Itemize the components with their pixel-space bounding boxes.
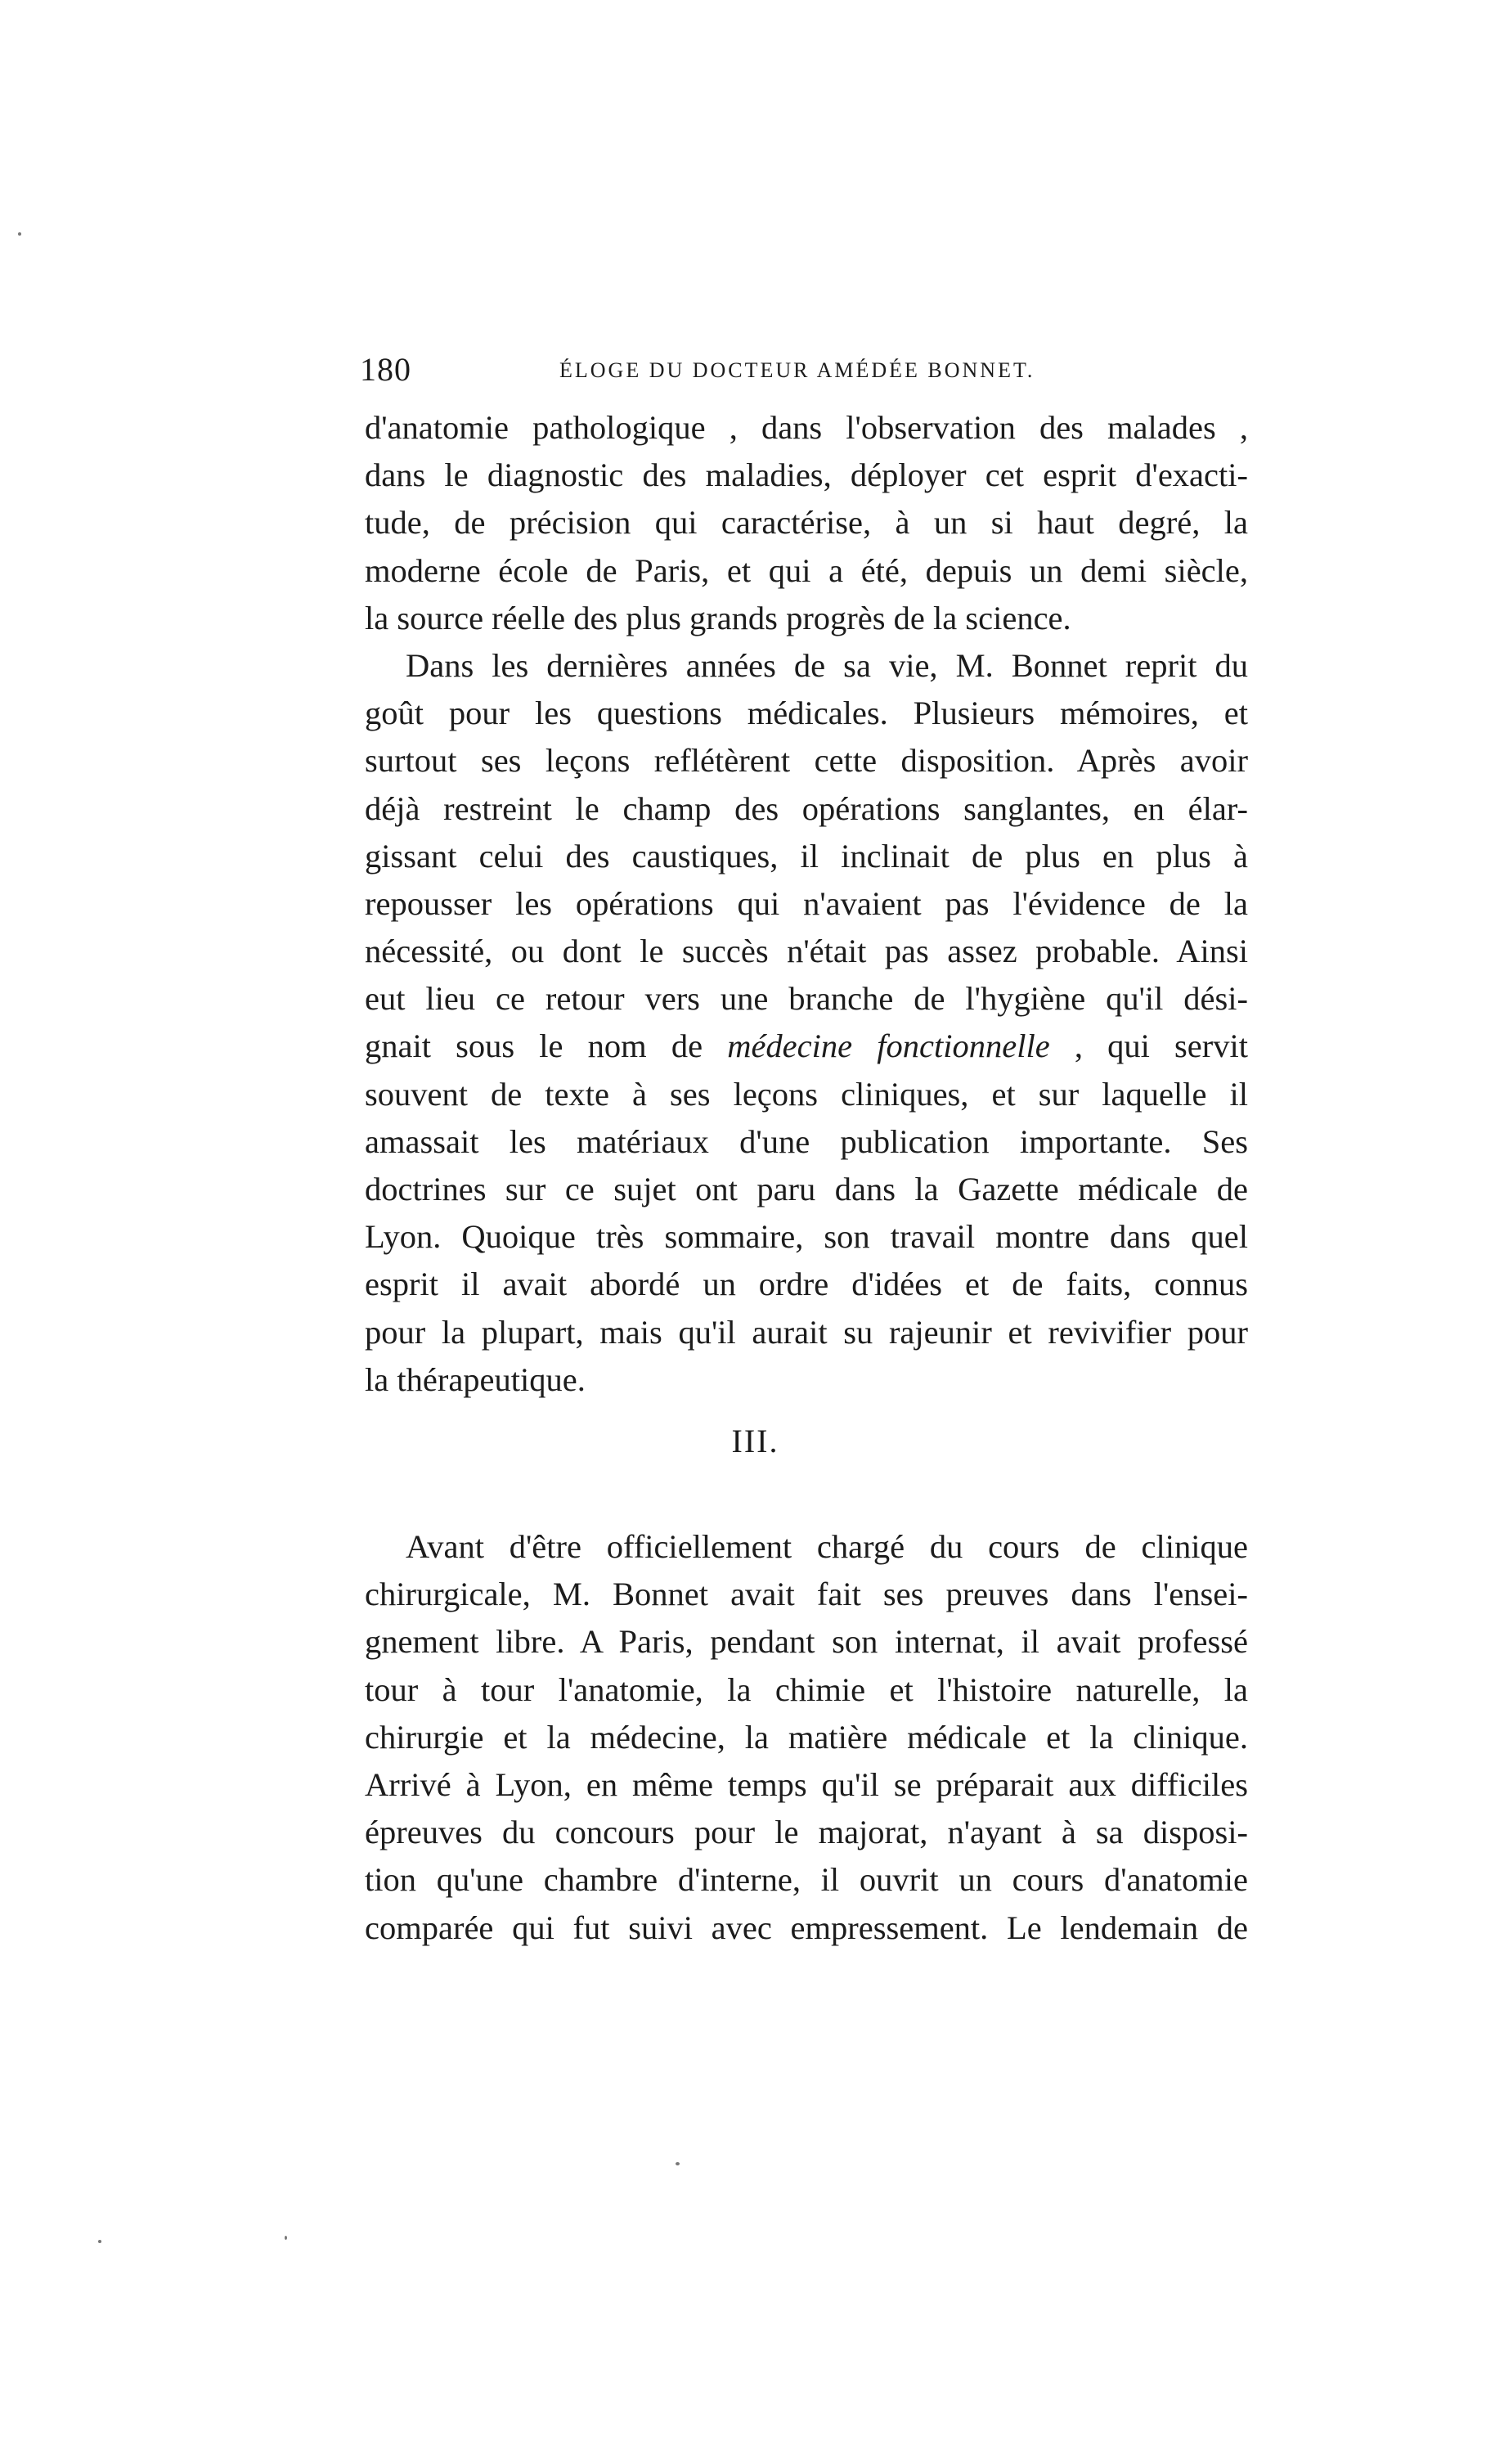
text-line: tude, de précision qui caractérise, à un si haut degré, la <box>365 504 1248 542</box>
text-line: Arrivé à Lyon, en même temps qu'il se préparait aux difficiles <box>365 1765 1248 1803</box>
text-line: eut lieu ce retour vers une branche de l'hygiène qu'il dési- <box>365 980 1248 1018</box>
text-line: souvent de texte à ses leçons cliniques, et sur laquelle il <box>365 1075 1248 1113</box>
text-line: tour à tour l'anatomie, la chimie et l'histoire naturelle, la <box>365 1670 1248 1708</box>
text-line: chirurgie et la médecine, la matière médicale et la clinique. <box>365 1718 1248 1756</box>
text-line: gnement libre. A Paris, pendant son internat, il avait professé <box>365 1623 1248 1661</box>
text-line: la source réelle des plus grands progrès de la science. <box>365 599 1071 636</box>
text-segment: gnait sous le nom de <box>365 1027 728 1065</box>
text-line: d'anatomie pathologique , dans l'observation des malades , <box>365 409 1248 446</box>
text-line: comparée qui fut suivi avec empressement. Le lendemain de <box>365 1909 1248 1946</box>
section-heading: III. <box>731 1423 779 1459</box>
text-line-with-italic <box>365 1023 1248 1070</box>
text-line: dans le diagnostic des maladies, déployer cet esprit d'exacti- <box>365 456 1248 494</box>
text-line: amassait les matériaux d'une publication importante. Ses <box>365 1122 1248 1160</box>
page-number: 180 <box>360 351 411 388</box>
running-head: ÉLOGE DU DOCTEUR AMÉDÉE BONNET. <box>559 358 1035 382</box>
paper-speck <box>98 2240 101 2243</box>
text-line: repousser les opérations qui n'avaient pas l'évidence de la <box>365 884 1248 922</box>
text-line: tion qu'une chambre d'interne, il ouvrit un cours d'anatomie <box>365 1861 1248 1899</box>
text-line: surtout ses leçons reflétèrent cette disposition. Après avoir <box>365 742 1248 780</box>
text-line: gissant celui des caustiques, il inclinait de plus en plus à <box>365 837 1248 875</box>
text-segment: , qui servit <box>1049 1027 1249 1065</box>
text-line: Dans les dernières années de sa vie, M. Bonnet reprit du <box>406 646 1248 684</box>
paragraph-block-2 <box>365 1523 1248 1952</box>
paper-speck <box>285 2236 287 2240</box>
text-line: pour la plupart, mais qu'il aurait su rajeunir et revivifier pour <box>365 1313 1248 1351</box>
text-line: nécessité, ou dont le succès n'était pas assez probable. Ainsi <box>365 933 1248 970</box>
text-line: la thérapeutique. <box>365 1360 586 1398</box>
paragraph-block-1 <box>365 404 1248 1404</box>
text-line: goût pour les questions médicales. Plusieurs mémoires, et <box>365 695 1248 732</box>
text-line: moderne école de Paris, et qui a été, depuis un demi siècle, <box>365 551 1248 589</box>
text-line: épreuves du concours pour le majorat, n'ayant à sa disposi- <box>365 1814 1248 1851</box>
text-line: Avant d'être officiellement chargé du cours de clinique <box>406 1528 1248 1565</box>
text-line: doctrines sur ce sujet ont paru dans la Gazette médicale de <box>365 1171 1248 1207</box>
paper-speck <box>18 232 21 236</box>
text-line: déjà restreint le champ des opérations sanglantes, en élar- <box>365 789 1248 827</box>
italic-term: médecine fonctionnelle <box>727 1027 1050 1065</box>
text-line: esprit il avait abordé un ordre d'idées et de faits, connus <box>365 1266 1248 1303</box>
page-header <box>360 350 1243 393</box>
text-line: Lyon. Quoique très sommaire, son travail montre dans quel <box>365 1218 1248 1256</box>
text-line: chirurgicale, M. Bonnet avait fait ses preuves dans l'ensei- <box>365 1576 1248 1613</box>
paper-speck <box>676 2162 680 2165</box>
